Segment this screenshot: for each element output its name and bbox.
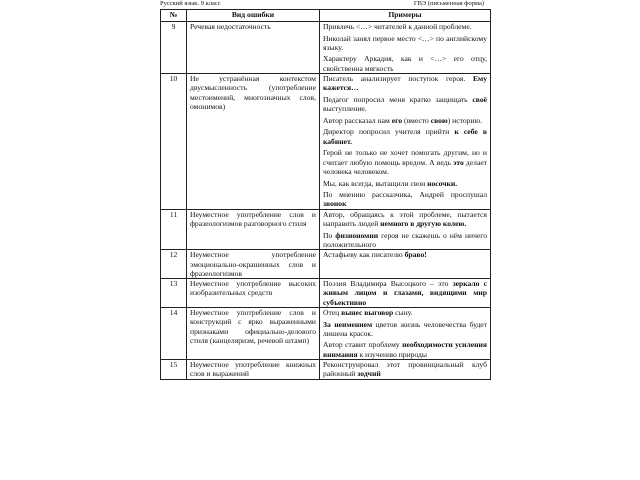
highlighted-error-fragment: За неимением — [323, 319, 373, 329]
highlighted-error-fragment: к себе в кабинет. — [323, 127, 487, 146]
example-text: выступление. — [323, 104, 367, 114]
example-text: Николай занял первое место <…> по английскому языку. — [323, 33, 487, 52]
table-row — [161, 279, 491, 308]
example-sentence — [323, 34, 487, 53]
column-header-examples: Примеры — [320, 10, 491, 22]
example-text: Характеру Аркадия, как и <…> его отцу, свойственна мягкость — [323, 54, 487, 73]
example-sentence — [323, 116, 487, 125]
row-number: 13 — [161, 279, 187, 308]
examples-cell — [320, 279, 491, 308]
highlighted-error-fragment: Ему кажется… — [323, 74, 487, 93]
highlighted-error-fragment: зеркало с живым лицом и глазами, видящими мир субъективно — [323, 279, 487, 307]
error-type-cell: Неуместное употребление высоких изобразительных средств — [187, 279, 320, 308]
example-text: Писатель анализирует поступок героя. — [323, 74, 473, 84]
highlighted-error-fragment: это — [453, 157, 464, 167]
example-text: Мы, как всегда, вытащили свои — [323, 178, 428, 188]
column-header-error-type: Вид ошибки — [187, 10, 320, 22]
example-text: к изучению природы — [357, 349, 427, 359]
examples-cell — [320, 250, 491, 279]
examples-cell — [320, 74, 491, 210]
highlighted-error-fragment: физиономии — [335, 230, 379, 240]
highlighted-error-fragment: необходимости усиления внимания — [323, 340, 487, 359]
column-header-number: № — [161, 10, 187, 22]
highlighted-error-fragment: своё — [472, 94, 487, 104]
example-sentence — [323, 320, 487, 339]
row-number: 11 — [161, 209, 187, 249]
example-sentence — [323, 279, 487, 307]
examples-cell — [320, 360, 491, 380]
error-type-cell: Неуместное употребление эмоционально-окрашенных слов и фразеологизмов — [187, 250, 320, 279]
highlighted-error-fragment: зодчий — [357, 369, 381, 379]
table-row — [161, 209, 491, 249]
table-body — [161, 22, 491, 380]
highlighted-error-fragment: носочки. — [427, 178, 458, 188]
example-text: Привлечь <…> читателей к данной проблеме. — [323, 22, 472, 31]
example-text: ) историю. — [447, 115, 483, 125]
example-text: Герой не только не хочет помогать другим, но и считает любую помощь вредом. А ведь — [323, 148, 487, 167]
error-type-cell: Не устранённая контекстом двусмысленность (употребление местоимений, многозначных слов, омонимов) — [187, 74, 320, 210]
row-number: 10 — [161, 74, 187, 210]
example-sentence — [323, 54, 487, 73]
example-text: Автор, обращаясь к этой проблеме, пытается направить людей — [323, 209, 487, 229]
example-text: цветов жизнь человечества будет лишена красок. — [323, 319, 487, 338]
example-text: Отец — [323, 307, 342, 317]
example-text: Реконструировал этот провинциальный клуб районный — [323, 360, 487, 379]
example-text: Директор попросил учителя прийти — [323, 127, 455, 137]
table-row — [161, 250, 491, 279]
example-sentence — [323, 74, 487, 93]
example-text: Автор рассказал нам — [323, 115, 392, 125]
error-type-cell: Неуместное употребление слов и конструкций с ярко выраженными признаками официально-делового стиля (канцеляризм, речевой штамп) — [187, 307, 320, 359]
example-sentence — [323, 179, 487, 188]
highlighted-error-fragment: немного в другую колею. — [380, 219, 467, 229]
example-text: (вместо — [402, 115, 431, 125]
row-number: 15 — [161, 360, 187, 380]
table-header-row — [161, 10, 491, 22]
example-sentence — [323, 360, 487, 379]
table-row — [161, 307, 491, 359]
example-sentence — [323, 231, 487, 250]
highlighted-error-fragment: его — [391, 115, 403, 125]
example-sentence — [323, 22, 487, 31]
highlighted-error-fragment: звонок — [323, 199, 347, 209]
example-sentence — [323, 250, 487, 259]
table-row — [161, 360, 491, 380]
example-sentence — [323, 95, 487, 114]
row-number: 9 — [161, 22, 187, 74]
example-sentence — [323, 127, 487, 146]
example-text: Астафьеву как писателю — [323, 250, 405, 260]
table-row — [161, 22, 491, 74]
row-number: 12 — [161, 250, 187, 279]
example-sentence — [323, 190, 487, 209]
example-text: По мнению рассказчика, Андрей проспушал — [323, 190, 487, 200]
header-subject: Русский язык. 9 класс — [160, 0, 221, 7]
example-sentence — [323, 148, 487, 176]
error-type-cell: Речевая недостаточность — [187, 22, 320, 74]
examples-cell — [320, 209, 491, 249]
table-row — [161, 74, 491, 210]
example-sentence — [323, 210, 487, 229]
highlighted-error-fragment: вынес выговор — [341, 307, 394, 317]
running-header — [160, 0, 490, 8]
header-exam-form: ГВЭ (письменная форма) — [413, 0, 484, 7]
example-sentence — [323, 308, 487, 317]
example-text: Поэзия Владимира Высоцкого – это — [323, 279, 453, 289]
example-text: героя не скажешь о нём ничего положительного — [323, 230, 487, 249]
error-type-cell: Неуместное употребление слов и фразеологизмов разговорного стиля — [187, 209, 320, 249]
example-text: По — [323, 230, 336, 240]
example-text: Автор ставит проблему — [323, 340, 403, 350]
error-type-cell: Неуместное употребление книжных слов и выражений — [187, 360, 320, 380]
example-text: сыну. — [393, 307, 413, 317]
example-sentence — [323, 340, 487, 359]
speech-errors-table — [160, 9, 491, 380]
example-text: Педагог попросил меня кратко защищать — [323, 94, 473, 104]
examples-cell — [320, 22, 491, 74]
example-text: делает человека человеком. — [323, 157, 488, 176]
row-number: 14 — [161, 307, 187, 359]
examples-cell — [320, 307, 491, 359]
highlighted-error-fragment: свою — [430, 115, 448, 125]
highlighted-error-fragment: браво! — [404, 250, 427, 260]
